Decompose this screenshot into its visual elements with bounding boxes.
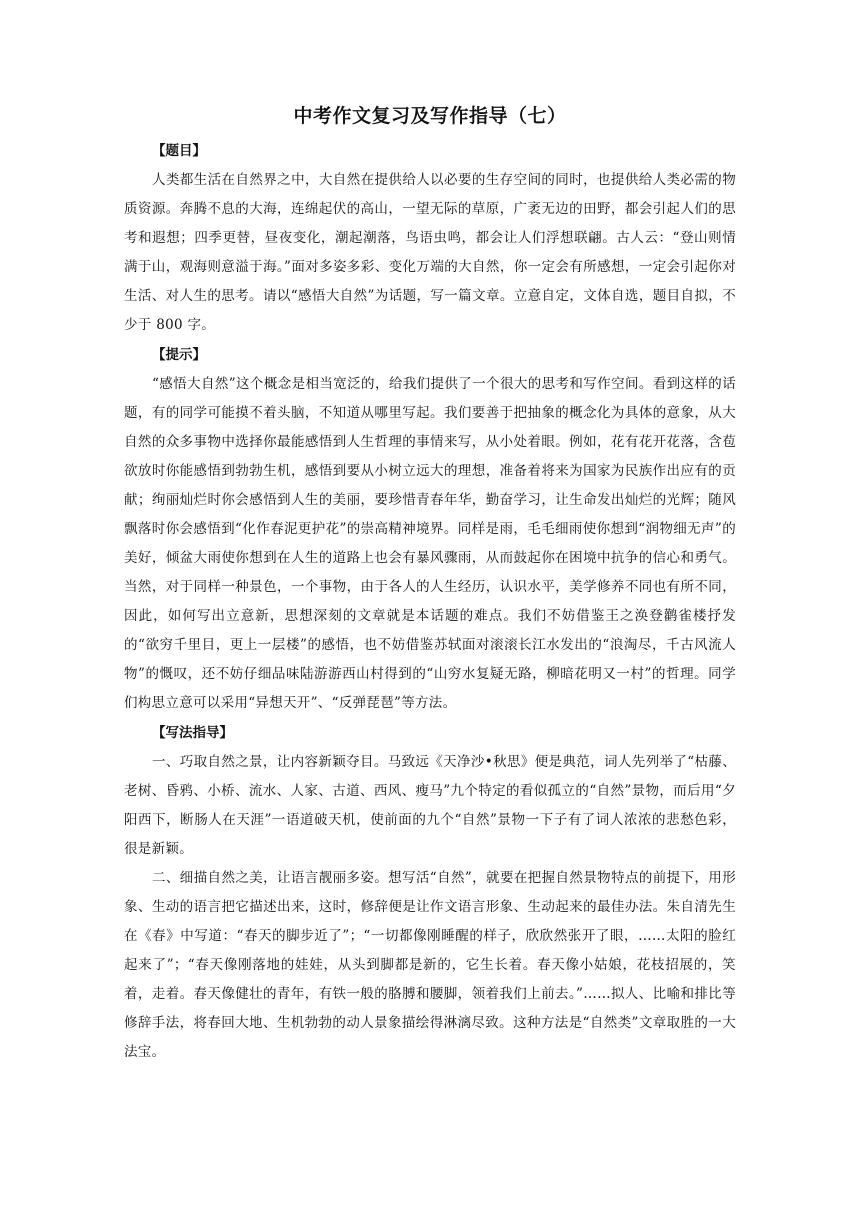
hint-paragraph: “感悟大自然”这个概念是相当宽泛的，给我们提供了一个很大的思考和写作空间。看到这样的话题，有的同学可能摸不着头脑，不知道从哪里写起。我们要善于把抽象的概念化为具体的意象，从大自然的众多事物中选择你最能感悟到人生哲理的事情来写，从小处着眼。例如，花有花开花落，含苞欲放时你能感悟到勃勃生机，感悟到要从小树立远大的理想，准备着将来为国家为民族作出应有的贡献；绚丽灿烂时你会感悟到人生的美丽，要珍惜青春年华，勤奋学习，让生命发出灿烂的光辉；随风飘落时你会感悟到“化作春泥更护花”的崇高精神境界。同样是雨，毛毛细雨使你想到“润物细无声”的美好，倾盆大雨使你想到在人生的道路上也会有暴风骤雨，从而鼓起你在困境中抗争的信心和勇气。当然，对于同样一种景色，一个事物，由于各人的人生经历，认识水平，美学修养不同也有所不同，因此，如何写出立意新，思想深刻的文章就是本话题的难点。我们不妨借鉴王之涣登鹳雀楼抒发的“欲穷千里目，更上一层楼”的感悟，也不妨借鉴苏轼面对滚滚长江水发出的“浪淘尽，千古风流人物”的慨叹，还不妨仔细品味陆游游西山村得到的“山穷水复疑无路，柳暗花明又一村”的哲理。同学们构思立意可以采用“异想天开”、“反弹琵琶”等方法。 bbox=[124, 376, 736, 711]
topic-paragraph: 人类都生活在自然界之中，大自然在提供给人以必要的生存空间的同时，也提供给人类必需的物质资源。奔腾不息的大海，连绵起伏的高山，一望无际的草原，广袤无边的田野，都会引起人们的思考和遐想；四季更替，昼夜变化，潮起潮落，鸟语虫鸣，都会让人们浮想联翩。古人云：“登山则情满于山，观海则意溢于海。”面对多姿多彩、变化万端的大自然，你一定会有所感想，一定会引起你对生活、对人生的思考。请以“感悟大自然”为话题，写一篇文章。立意自定，文体自选，题目自拟，不少于 800 字。 bbox=[124, 172, 736, 333]
document-page bbox=[124, 100, 736, 1067]
guide-heading: 【写法指导】 bbox=[152, 725, 233, 741]
document-title: 中考作文复习及写作指导（七） bbox=[293, 105, 567, 127]
hint-heading: 【提示】 bbox=[152, 347, 206, 363]
guide-paragraph-1: 一、巧取自然之景，让内容新颖夺目。马致远《天净沙•秋思》便是典范，词人先列举了“枯藤、老树、昏鸦、小桥、流水、人家、古道、西风、瘦马”九个特定的看似孤立的“自然”景物，而后用“夕阳西下，断肠人在天涯”一语道破天机，使前面的九个“自然”景物一下子有了词人浓浓的悲愁色彩，很是新颖。 bbox=[124, 754, 736, 857]
guide-paragraph-2: 二、细描自然之美，让语言靓丽多姿。想写活“自然”，就要在把握自然景物特点的前提下，用形象、生动的语言把它描述出来，这时，修辞便是让作文语言形象、生动起来的最佳办法。朱自清先生在《春》中写道：“春天的脚步近了”；“一切都像刚睡醒的样子，欣欣然张开了眼，……太阳的脸红起来了”；“春天像刚落地的娃娃，从头到脚都是新的，它生长着。春天像小姑娘，花枝招展的，笑着，走着。春天像健壮的青年，有铁一般的胳膊和腰脚，领着我们上前去。”……拟人、比喻和排比等修辞手法，将春回大地、生机勃勃的动人景象描绘得淋漓尽致。这种方法是“自然类”文章取胜的一大法宝。 bbox=[124, 870, 736, 1060]
topic-heading: 【题目】 bbox=[152, 143, 206, 159]
